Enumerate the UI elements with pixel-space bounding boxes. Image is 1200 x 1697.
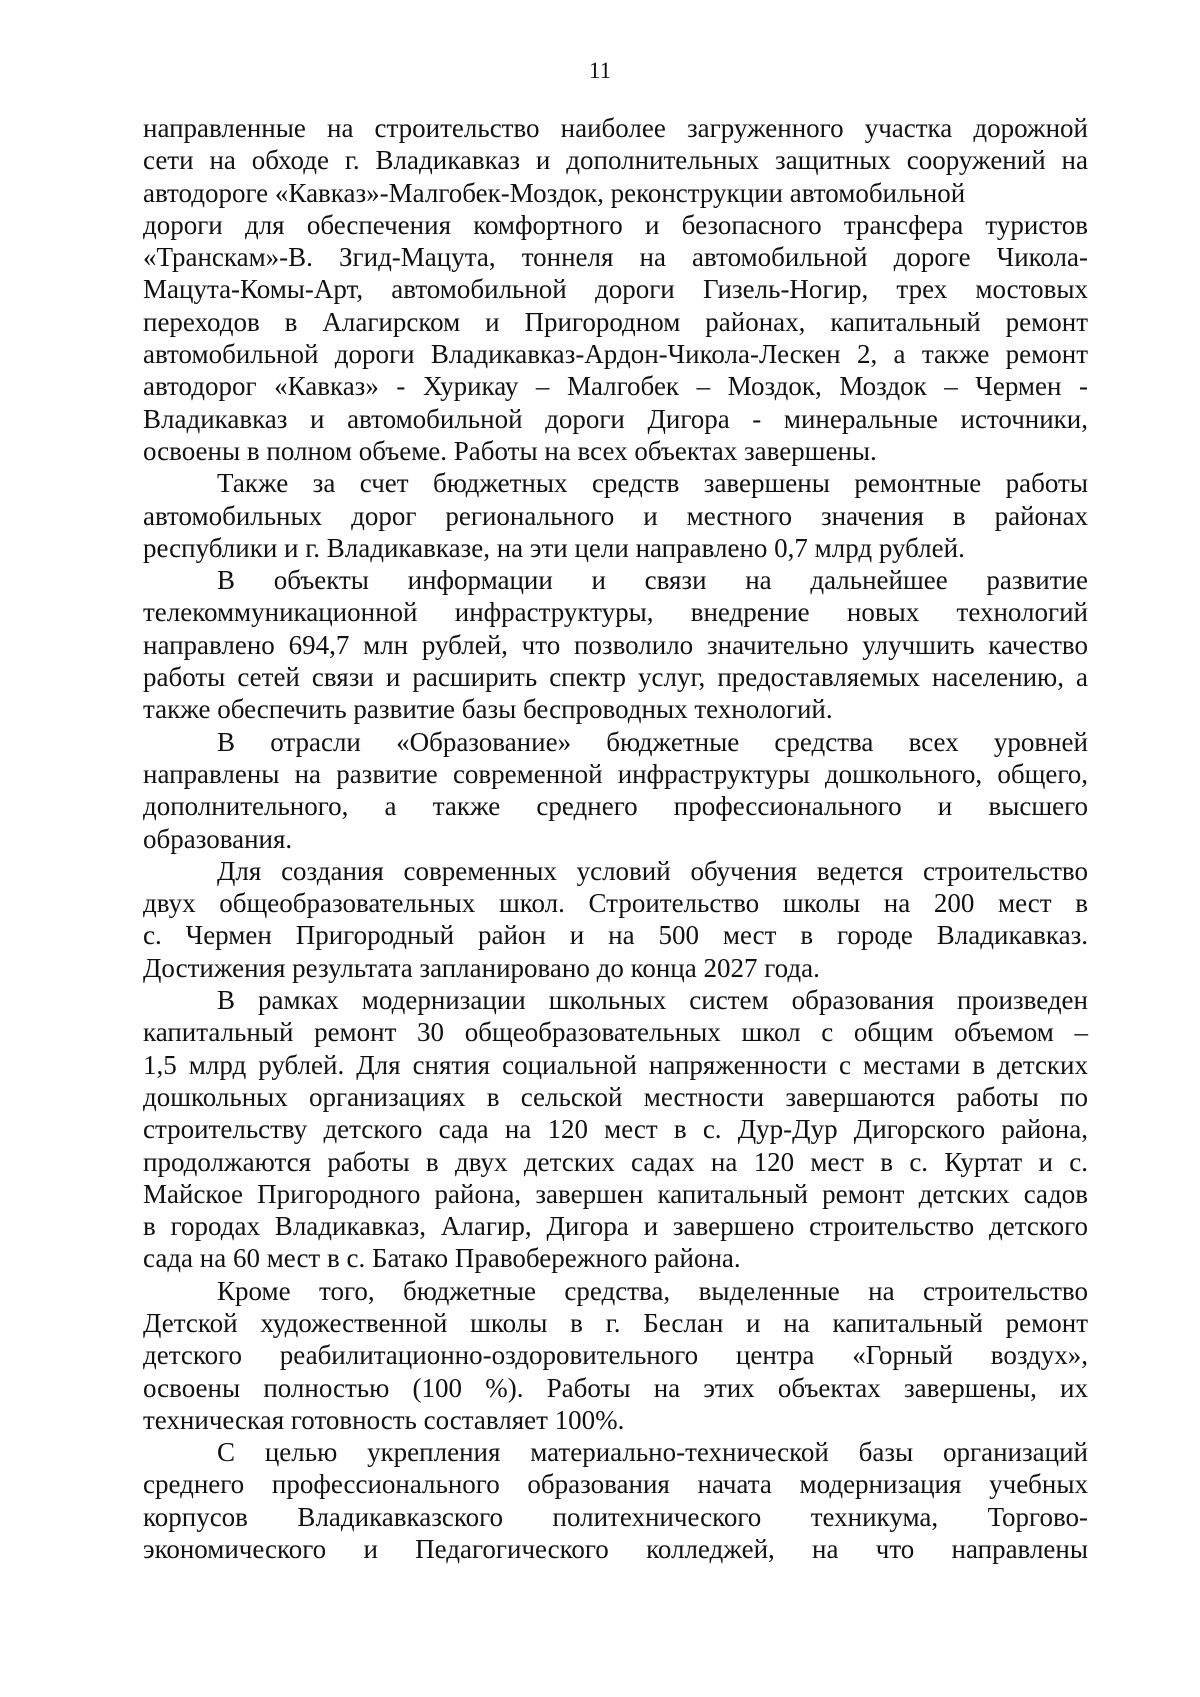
text-line: автодороге «Кавказ»-Малгобек-Моздок, реконструкции автомобильной bbox=[143, 177, 966, 208]
text-line: телекоммуникационной инфраструктуры, внедрение новых технологий bbox=[143, 597, 1088, 628]
document-body bbox=[143, 112, 1088, 1565]
text-line: в городах Владикавказ, Алагир, Дигора и завершено строительство детского bbox=[143, 1211, 1088, 1242]
text-line: дороги для обеспечения комфортного и безопасного трансфера туристов bbox=[143, 209, 1088, 240]
paragraph-first-line: Также за счет бюджетных средств завершены ремонтные работы bbox=[217, 468, 1088, 499]
text-line: экономического и Педагогического колледжей, на что направлены bbox=[143, 1534, 1088, 1565]
text-line: продолжаются работы в двух детских садах на 120 мест в с. Куртат и с. bbox=[143, 1146, 1088, 1177]
text-line: работы сетей связи и расширить спектр услуг, предоставляемых населению, а bbox=[143, 662, 1088, 693]
paragraph-first-line: Для создания современных условий обучения ведется строительство bbox=[217, 855, 1088, 886]
text-line: корпусов Владикавказского политехнического техникума, Торгово- bbox=[143, 1501, 1088, 1532]
text-line: переходов в Алагирском и Пригородном районах, капитальный ремонт bbox=[143, 306, 1088, 337]
text-line: Достижения результата запланировано до конца 2027 года. bbox=[143, 952, 820, 983]
text-line: автомобильных дорог регионального и местного значения в районах bbox=[143, 500, 1088, 531]
text-line: направлено 694,7 млн рублей, что позволило значительно улучшить качество bbox=[143, 629, 1088, 660]
text-line: республики и г. Владикавказе, на эти цели направлено 0,7 млрд рублей. bbox=[143, 532, 965, 563]
text-line: Майское Пригородного района, завершен капитальный ремонт детских садов bbox=[143, 1178, 1088, 1209]
text-line: капитальный ремонт 30 общеобразовательных школ с общим объемом – bbox=[143, 1017, 1088, 1048]
paragraph-first-line: Кроме того, бюджетные средства, выделенные на строительство bbox=[217, 1275, 1088, 1306]
paragraph-first-line: В объекты информации и связи на дальнейшее развитие bbox=[217, 565, 1088, 596]
text-line: Мацута-Комы-Арт, автомобильной дороги Гизель-Ногир, трех мостовых bbox=[143, 274, 1088, 305]
text-line: «Транскам»-В. Згид-Мацута, тоннеля на автомобильной дороге Чикола- bbox=[143, 242, 1088, 273]
page-number: 11 bbox=[588, 58, 612, 83]
text-line: двух общеобразовательных школ. Строительство школы на 200 мест в bbox=[143, 888, 1088, 919]
paragraph-first-line: В рамках модернизации школьных систем образования произведен bbox=[217, 985, 1088, 1016]
text-line: Детской художественной школы в г. Беслан и на капитальный ремонт bbox=[143, 1307, 1088, 1338]
text-line: автомобильной дороги Владикавказ-Ардон-Чикола-Лескен 2, а также ремонт bbox=[143, 339, 1088, 370]
text-line: детского реабилитационно-оздоровительного центра «Горный воздух», bbox=[143, 1340, 1088, 1371]
text-line: автодорог «Кавказ» - Хурикау – Малгобек – Моздок, Моздок – Чермен - bbox=[143, 371, 1088, 402]
paragraph-first-line: В отрасли «Образование» бюджетные средства всех уровней bbox=[217, 726, 1088, 757]
text-line: образования. bbox=[143, 823, 293, 854]
text-line: дополнительного, а также среднего профессионального и высшего bbox=[143, 791, 1088, 822]
text-line: дошкольных организациях в сельской местности завершаются работы по bbox=[143, 1081, 1088, 1112]
text-line: строительству детского сада на 120 мест в с. Дур-Дур Дигорского района, bbox=[143, 1114, 1088, 1145]
text-line: направлены на развитие современной инфраструктуры дошкольного, общего, bbox=[143, 758, 1088, 789]
text-line: сада на 60 мест в с. Батако Правобережного района. bbox=[143, 1243, 741, 1274]
text-line: освоены полностью (100 %). Работы на этих объектах завершены, их bbox=[143, 1372, 1088, 1403]
text-line: освоены в полном объеме. Работы на всех объектах завершены. bbox=[143, 435, 877, 466]
text-line: 1,5 млрд рублей. Для снятия социальной напряженности с местами в детских bbox=[143, 1049, 1088, 1080]
text-line: направленные на строительство наиболее загруженного участка дорожной bbox=[143, 113, 1088, 143]
text-line: с. Чермен Пригородный район и на 500 мест в городе Владикавказ. bbox=[143, 920, 1088, 951]
text-line: среднего профессионального образования начата модернизация учебных bbox=[143, 1469, 1088, 1500]
text-line: сети на обходе г. Владикавказ и дополнительных защитных сооружений на bbox=[143, 145, 1088, 176]
text-line: также обеспечить развитие базы беспроводных технологий. bbox=[143, 694, 833, 725]
text-line: Владикавказ и автомобильной дороги Дигора - минеральные источники, bbox=[143, 403, 1088, 434]
text-line: техническая готовность составляет 100%. bbox=[143, 1404, 625, 1435]
paragraph-first-line: С целью укрепления материально-технической базы организаций bbox=[217, 1437, 1088, 1468]
